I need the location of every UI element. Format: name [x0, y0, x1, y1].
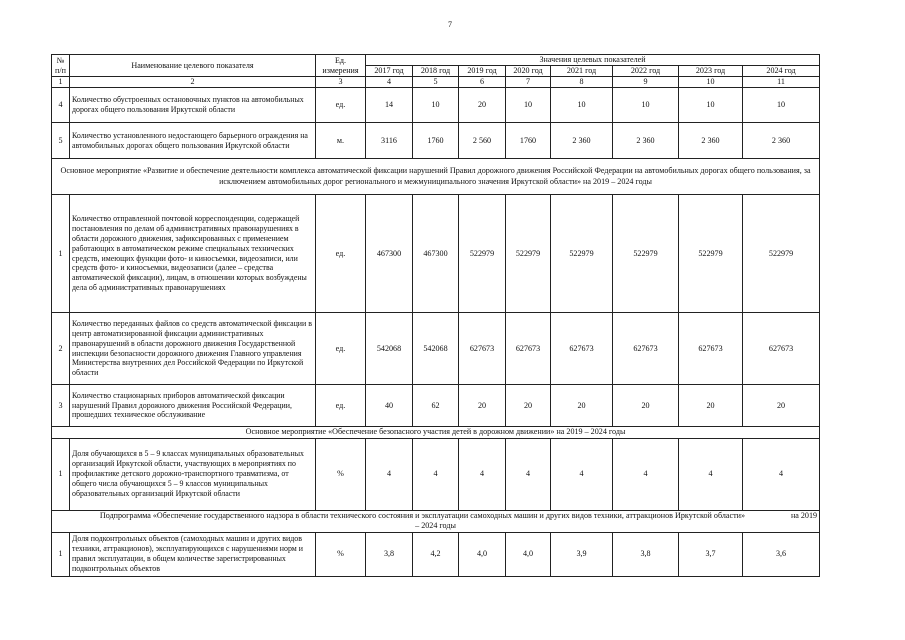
table-row — [52, 532, 820, 576]
value-cell: 20 — [506, 385, 551, 427]
row-number: 5 — [52, 123, 70, 159]
year-header: 2019 год — [459, 66, 506, 77]
indicator-name: Количество установленного недостающего барьерного ограждения на автомобильных дорогах общего пользования Иркутской области — [70, 123, 316, 159]
unit-cell: ед. — [316, 195, 366, 313]
column-number: 10 — [679, 77, 743, 88]
header-name: Наименование целевого показателя — [70, 55, 316, 77]
value-cell: 522979 — [551, 195, 613, 313]
value-cell: 10 — [551, 88, 613, 123]
indicator-name: Количество стационарных приборов автоматической фиксации нарушений Правил дорожного движения Российской Федерации, прошедших техническое обслуживание — [70, 385, 316, 427]
value-cell: 4 — [551, 438, 613, 510]
table-row — [52, 195, 820, 313]
value-cell: 10 — [743, 88, 820, 123]
indicator-name: Доля подконтрольных объектов (самоходных машин и других видов техники, аттракционов), эксплуатирующихся с нарушениями норм и правил эксплуатации, в общем количестве зарегистрированных подконтрольных объектов — [70, 532, 316, 576]
section-title-children-safety: Основное мероприятие «Обеспечение безопасного участия детей в дорожном движении» на 2019 – 2024 годы — [52, 427, 820, 439]
unit-cell: ед. — [316, 88, 366, 123]
column-number: 2 — [70, 77, 316, 88]
column-number: 6 — [459, 77, 506, 88]
column-number: 8 — [551, 77, 613, 88]
value-cell: 627673 — [551, 313, 613, 385]
year-header: 2023 год — [679, 66, 743, 77]
table-row — [52, 438, 820, 510]
value-cell: 10 — [413, 88, 459, 123]
value-cell: 20 — [459, 88, 506, 123]
row-number: 1 — [52, 438, 70, 510]
table-row — [52, 385, 820, 427]
value-cell: 3,9 — [551, 532, 613, 576]
value-cell: 522979 — [679, 195, 743, 313]
value-cell: 627673 — [743, 313, 820, 385]
indicator-name: Доля обучающихся в 5 – 9 классах муниципальных образовательных организаций Иркутской области, участвующих в мероприятиях по профилактике детского дорожно-транспортного травматизма, от общего числа обучающихся 5 – 9 классов муниципальных образовательных организаций Иркутской области — [70, 438, 316, 510]
row-number: 1 — [52, 532, 70, 576]
value-cell: 2 360 — [613, 123, 679, 159]
year-header: 2018 год — [413, 66, 459, 77]
value-cell: 4 — [679, 438, 743, 510]
value-cell: 2 560 — [459, 123, 506, 159]
value-cell: 3,6 — [743, 532, 820, 576]
row-number: 1 — [52, 195, 70, 313]
row-number: 4 — [52, 88, 70, 123]
value-cell: 627673 — [506, 313, 551, 385]
value-cell: 20 — [551, 385, 613, 427]
unit-cell: ед. — [316, 385, 366, 427]
value-cell: 627673 — [459, 313, 506, 385]
subprogram-title: Подпрограмма «Обеспечение государственного надзора в области технического состояния и эксплуатации самоходных машин и других видов техники, аттракционов Иркутской области» на 2019 – 2024 годы — [52, 510, 820, 532]
header-column-numbers — [52, 77, 820, 88]
unit-cell: % — [316, 438, 366, 510]
column-number: 4 — [366, 77, 413, 88]
value-cell: 20 — [459, 385, 506, 427]
value-cell: 2 360 — [743, 123, 820, 159]
indicator-block-1 — [52, 88, 820, 159]
value-cell: 522979 — [459, 195, 506, 313]
value-cell: 4,0 — [506, 532, 551, 576]
value-cell: 10 — [679, 88, 743, 123]
indicator-block-3 — [52, 438, 820, 510]
year-header: 2017 год — [366, 66, 413, 77]
value-cell: 522979 — [506, 195, 551, 313]
value-cell: 20 — [679, 385, 743, 427]
value-cell: 3116 — [366, 123, 413, 159]
column-number: 11 — [743, 77, 820, 88]
row-number: 2 — [52, 313, 70, 385]
value-cell: 14 — [366, 88, 413, 123]
column-number: 7 — [506, 77, 551, 88]
value-cell: 4 — [506, 438, 551, 510]
value-cell: 467300 — [366, 195, 413, 313]
target-indicators-table — [51, 54, 820, 577]
value-cell: 10 — [613, 88, 679, 123]
year-header: 2020 год — [506, 66, 551, 77]
value-cell: 20 — [743, 385, 820, 427]
row-number: 3 — [52, 385, 70, 427]
value-cell: 3,7 — [679, 532, 743, 576]
year-header: 2024 год — [743, 66, 820, 77]
value-cell: 10 — [506, 88, 551, 123]
value-cell: 4 — [459, 438, 506, 510]
value-cell: 522979 — [743, 195, 820, 313]
header-num: № п/п — [52, 55, 70, 77]
header-unit: Ед. измерения — [316, 55, 366, 77]
value-cell: 1760 — [413, 123, 459, 159]
column-number: 1 — [52, 77, 70, 88]
value-cell: 2 360 — [679, 123, 743, 159]
year-header: 2021 год — [551, 66, 613, 77]
value-cell: 3,8 — [366, 532, 413, 576]
table-row — [52, 313, 820, 385]
table-row — [52, 88, 820, 123]
column-number: 5 — [413, 77, 459, 88]
header-values: Значения целевых показателей — [366, 55, 820, 66]
indicator-block-4 — [52, 532, 820, 576]
value-cell: 4 — [743, 438, 820, 510]
value-cell: 4 — [366, 438, 413, 510]
value-cell: 2 360 — [551, 123, 613, 159]
value-cell: 62 — [413, 385, 459, 427]
value-cell: 4,0 — [459, 532, 506, 576]
value-cell: 20 — [613, 385, 679, 427]
indicator-name: Количество переданных файлов со средств автоматической фиксации в центр автоматизированной фиксации административных правонарушений в области дорожного движения Государственной инспекции безопасности дорожного движения Главного управления Министерства внутренних дел Российской Федерации по Иркутской области — [70, 313, 316, 385]
value-cell: 542068 — [413, 313, 459, 385]
section-title-auto-fixation: Основное мероприятие «Развитие и обеспечение деятельности комплекса автоматической фиксации нарушений Правил дорожного движения Российской Федерации на автомобильных дорогах общего пользования, за исключением автомобильных дорог регионального и межмуниципального значения Иркутской области» на 2019 – 2024 годы — [52, 159, 820, 195]
value-cell: 1760 — [506, 123, 551, 159]
value-cell: 627673 — [613, 313, 679, 385]
unit-cell: м. — [316, 123, 366, 159]
table-row — [52, 123, 820, 159]
page-number: 7 — [448, 20, 452, 29]
unit-cell: % — [316, 532, 366, 576]
value-cell: 522979 — [613, 195, 679, 313]
column-number: 9 — [613, 77, 679, 88]
indicator-name: Количество отправленной почтовой корреспонденции, содержащей постановления по делам об административных правонарушениях в области дорожного движения, зафиксированных с применением работающих в автоматическом режиме специальных технических средств, имеющих функции фото- и киносъемки, видеозаписи, или средств фото- и киносъемки, видеозаписи (далее – средства автоматической фиксации), лицам, в отношении которых возбуждены дела об административных правонарушениях — [70, 195, 316, 313]
year-header: 2022 год — [613, 66, 679, 77]
value-cell: 627673 — [679, 313, 743, 385]
value-cell: 467300 — [413, 195, 459, 313]
value-cell: 4 — [613, 438, 679, 510]
value-cell: 4 — [413, 438, 459, 510]
value-cell: 542068 — [366, 313, 413, 385]
value-cell: 40 — [366, 385, 413, 427]
indicator-name: Количество обустроенных остановочных пунктов на автомобильных дорогах общего пользования Иркутской области — [70, 88, 316, 123]
value-cell: 4,2 — [413, 532, 459, 576]
unit-cell: ед. — [316, 313, 366, 385]
column-number: 3 — [316, 77, 366, 88]
indicator-block-2 — [52, 195, 820, 427]
value-cell: 3,8 — [613, 532, 679, 576]
